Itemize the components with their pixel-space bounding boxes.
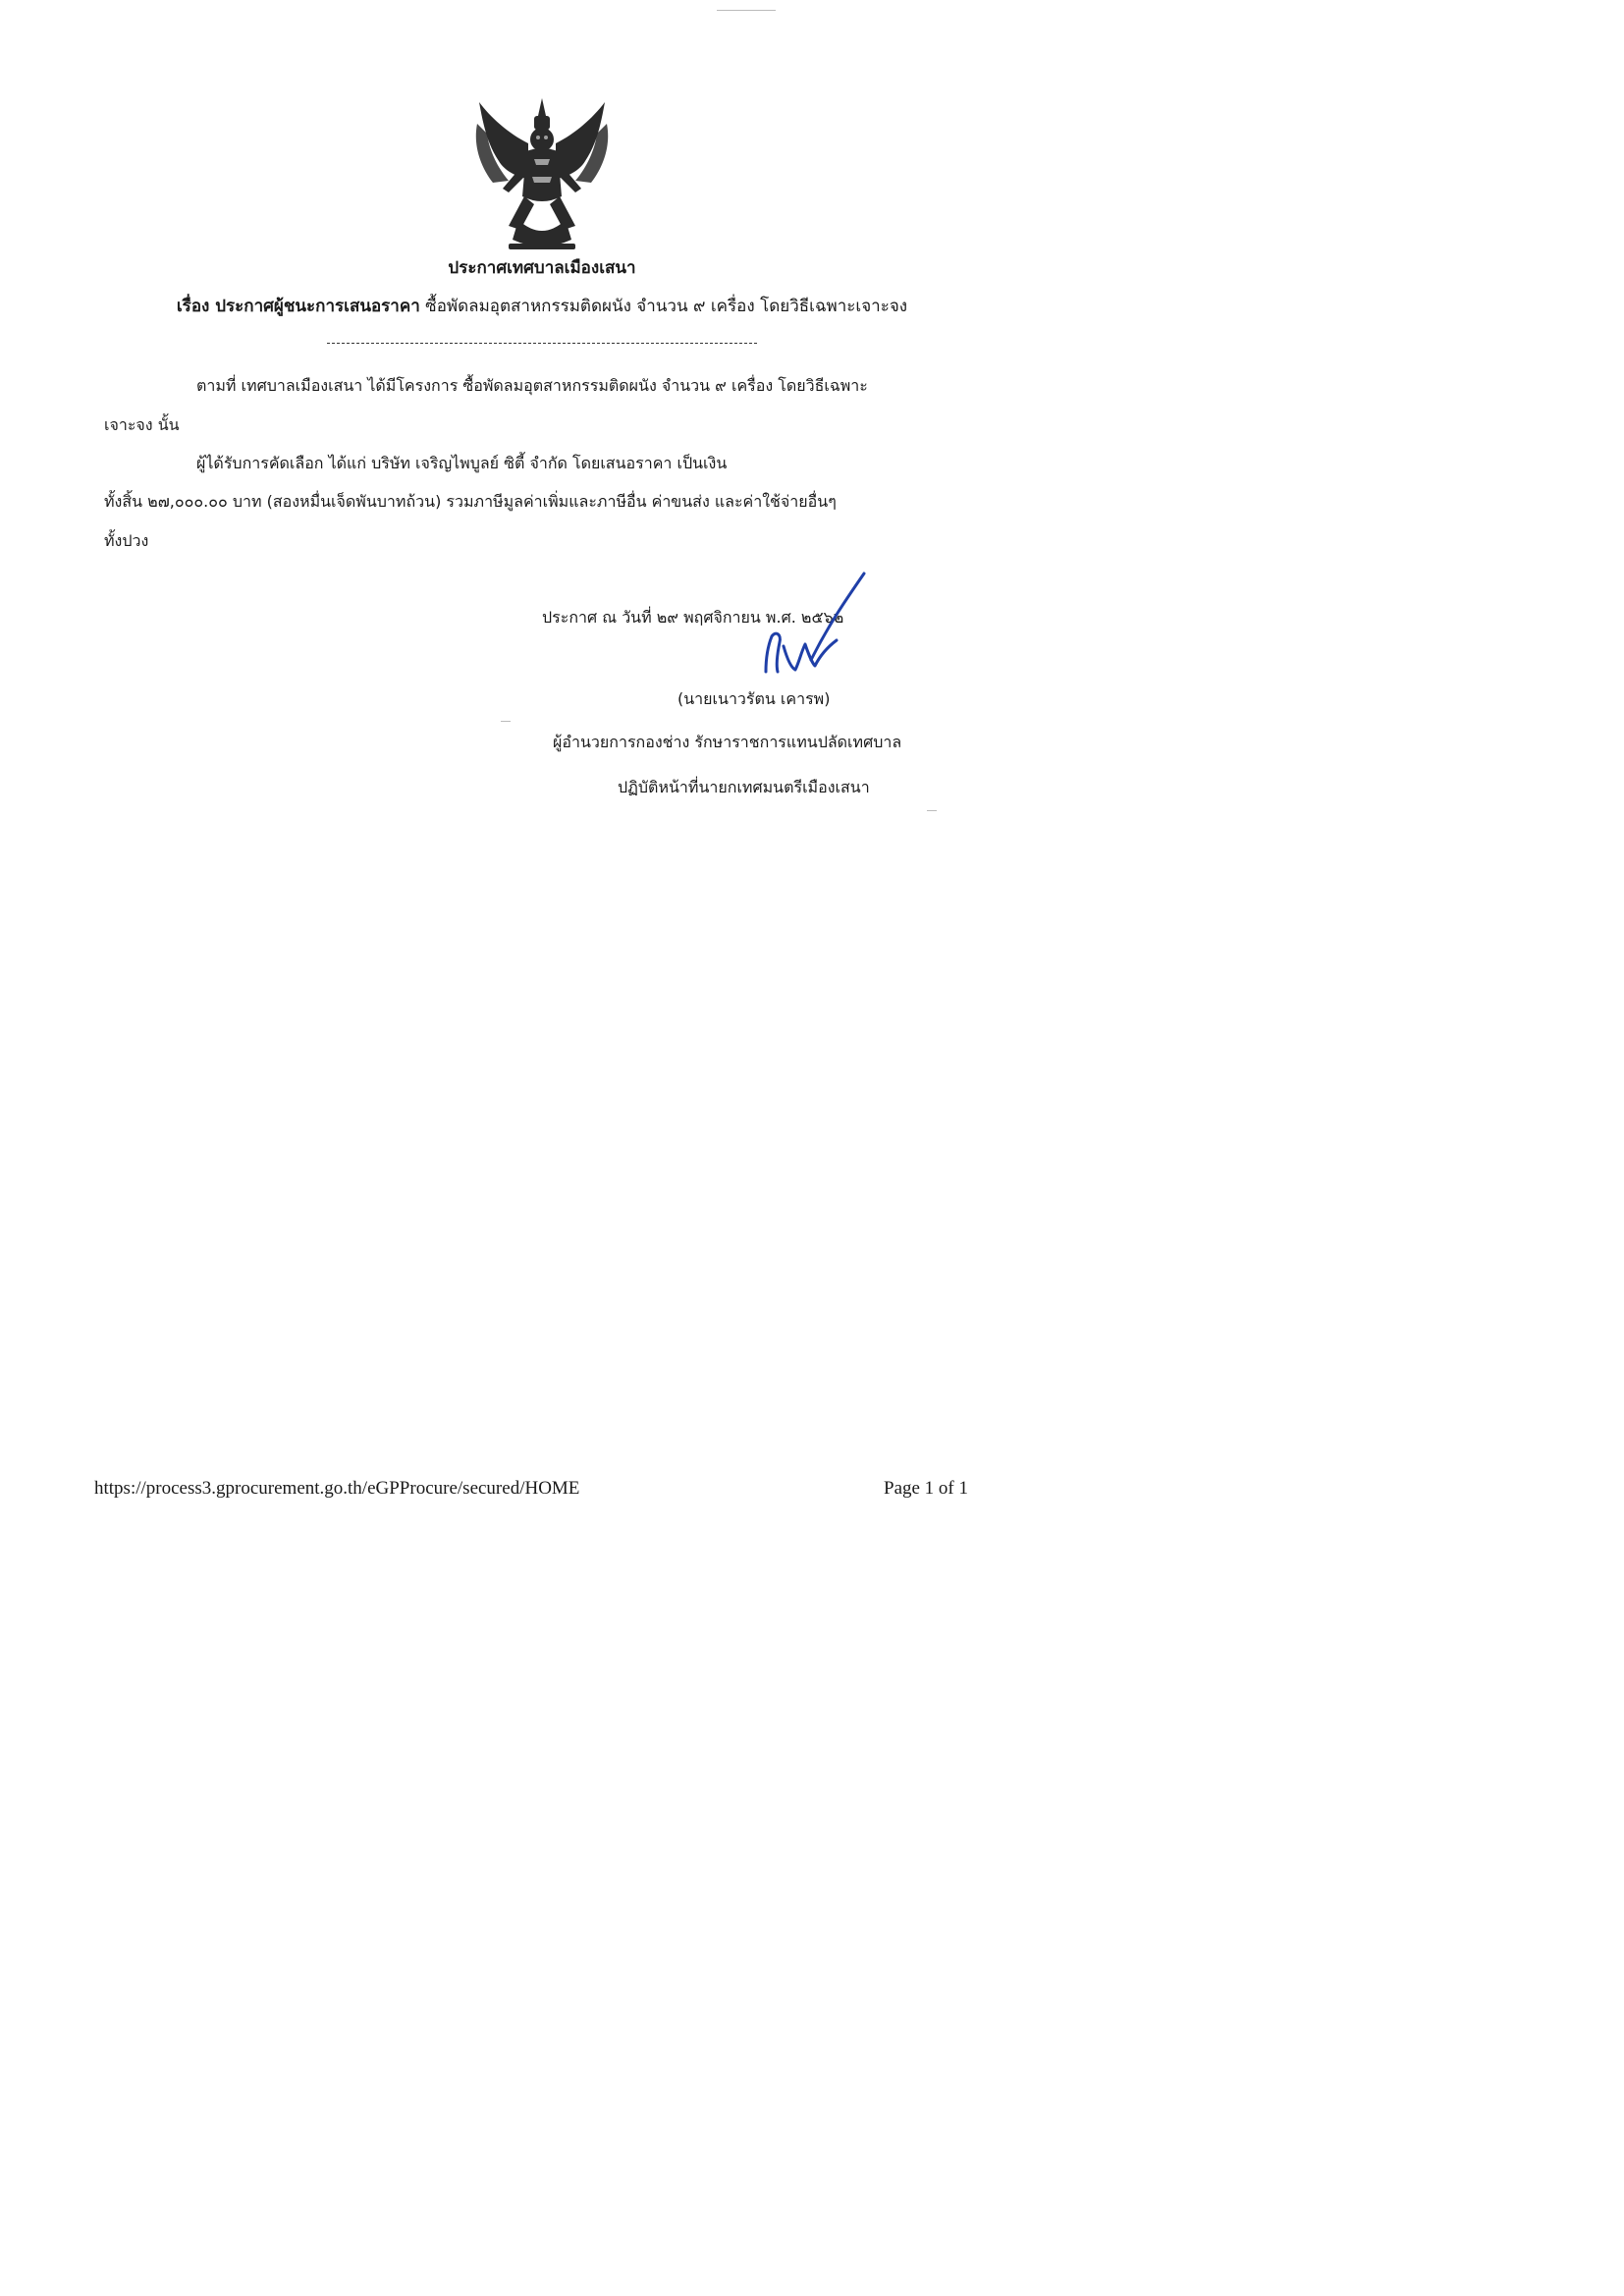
signatory-name: (นายเนาวรัตน เคารพ) <box>677 689 831 708</box>
subject-label: เรื่อง ประกาศผู้ชนะการเสนอราคา <box>176 297 420 316</box>
scan-artifact <box>501 721 511 722</box>
paragraph-2-line-3: ทั้งปวง <box>104 531 149 550</box>
paragraph-1-line-2: เจาะจง นั้น <box>104 415 180 434</box>
scan-artifact <box>717 10 776 11</box>
handwritten-signature-icon <box>752 570 874 680</box>
announcement-date: ประกาศ ณ วันที่ ๒๙ พฤศจิกายน พ.ศ. ๒๕๖๒ <box>542 608 844 627</box>
paragraph-2-line-2: ทั้งสิ้น ๒๗,๐๐๐.๐๐ บาท (สองหมื่นเจ็ดพันบาทถ้วน) รวมภาษีมูลค่าเพิ่มและภาษีอื่น ค่าขนส่ง และค่าใช้จ่ายอื่นๆ <box>104 492 837 511</box>
paragraph-1-line-1: ตามที่ เทศบาลเมืองเสนา ได้มีโครงการ ซื้อพัดลมอุตสาหกรรมติดผนัง จำนวน ๙ เครื่อง โดยวิธีเฉพาะ <box>196 376 868 395</box>
announcement-title: ประกาศเทศบาลเมืองเสนา <box>448 258 636 278</box>
scan-artifact <box>927 810 937 811</box>
signatory-position-1: ผู้อำนวยการกองช่าง รักษาราชการแทนปลัดเทศบาล <box>553 733 902 751</box>
garuda-emblem-icon <box>469 94 615 255</box>
header-divider <box>327 343 757 344</box>
announcement-subject <box>0 293 1084 319</box>
subject-text: ซื้อพัดลมอุตสาหกรรมติดผนัง จำนวน ๙ เครื่อง โดยวิธีเฉพาะเจาะจง <box>419 297 908 316</box>
footer-page-number: Page 1 of 1 <box>884 1478 969 1499</box>
footer-url: https://process3.gprocurement.go.th/eGPProcure/secured/HOME <box>94 1478 580 1499</box>
announcement-page <box>0 0 1084 1532</box>
paragraph-2-line-1: ผู้ได้รับการคัดเลือก ได้แก่ บริษัท เจริญไพบูลย์ ซิตี้ จำกัด โดยเสนอราคา เป็นเงิน <box>196 454 728 472</box>
signatory-position-2: ปฏิบัติหน้าที่นายกเทศมนตรีเมืองเสนา <box>618 778 870 796</box>
